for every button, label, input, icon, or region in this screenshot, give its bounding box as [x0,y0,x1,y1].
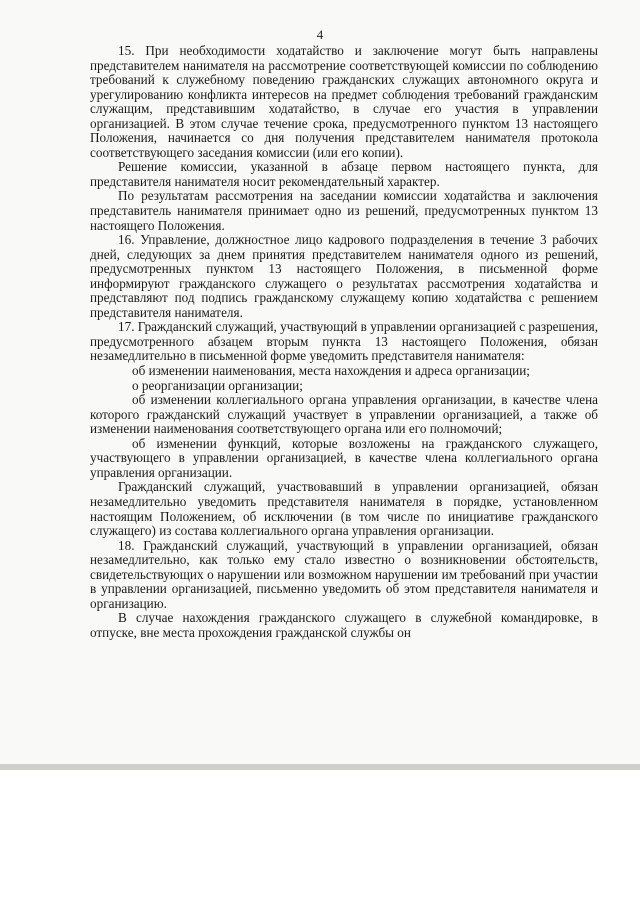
list-item-functions-change: об изменении функций, которые возложены на гражданского служащего, участвующего в управлении организацией, в качестве члена коллегиального органа управления организации. [90,435,598,480]
paragraph-15: 15. При необходимости ходатайство и заключение могут быть направлены представителем нанимателя на рассмотрение соответствующей комиссии по соблюдению требований к служебному поведению гражданских служащих автономного округа и урегулированию конфликта интересов на предмет соблюдения требований гражданским служащим, представившим ходатайство, в случае его участия в управлении организацией. В этом случае течение срока, предусмотренного пунктом 13 настоящего Положения, начинается со дня получения представителем нанимателя протокола соответствующего заседания комиссии (или его копии). [90,43,598,160]
scan-bottom-edge [0,764,640,770]
paragraph-15-commission-decision: Решение комиссии, указанной в абзаце первом настоящего пункта, для представителя нанимателя носит рекомендательный характер. [90,159,598,189]
paragraph-18: 18. Гражданский служащий, участвующий в управлении организацией, обязан незамедлительно, как только ему стало известно о возникновении обстоятельств, свидетельствующих о нарушении или возможном нарушении им требований при участии в управлении организацией, письменно уведомить об этом представителя нанимателя и организацию. [90,537,598,611]
list-item-collegial-body-change: об изменении коллегиального органа управления организации, в качестве члена которого гражданский служащий участвует в управлении организацией, а также об изменении наименования соответствующего органа или его полномочий; [90,392,598,437]
paragraph-18-absence: В случае нахождения гражданского служащего в служебной командировке, в отпуске, вне места прохождения гражданской службы он [90,610,598,640]
page-number: 4 [316,27,324,42]
document-body [90,44,598,640]
list-item-name-change: об изменении наименования, места нахождения и адреса организации; [132,363,530,379]
paragraph-17-exclusion: Гражданский служащий, участвовавший в управлении организацией, обязан незамедлительно уведомить представителя нанимателя в порядке, установленном настоящим Положением, об исключении (в том числе по инициативе гражданского служащего) из состава коллегиального органа управления организации. [90,479,598,539]
paragraph-17: 17. Гражданский служащий, участвующий в управлении организацией с разрешения, предусмотренного абзацем вторым пункта 13 настоящего Положения, обязан незамедлительно в письменной форме уведомить представителя нанимателя: [90,319,598,364]
paragraph-16: 16. Управление, должностное лицо кадрового подразделения в течение 3 рабочих дней, следующих за днем принятия представителем нанимателя одного из решений, предусмотренных пунктом 13 настоящего Положения, в письменной форме информируют гражданского служащего о результатах рассмотрения ходатайства и представляют под подпись гражданскому служащему копию ходатайства с решением представителя нанимателя. [90,232,598,320]
paragraph-15-results: По результатам рассмотрения на заседании комиссии ходатайства и заключения представитель нанимателя принимает одно из решений, предусмотренных пунктом 13 настоящего Положения. [90,188,598,233]
list-item-reorganization: о реорганизации организации; [132,377,303,393]
